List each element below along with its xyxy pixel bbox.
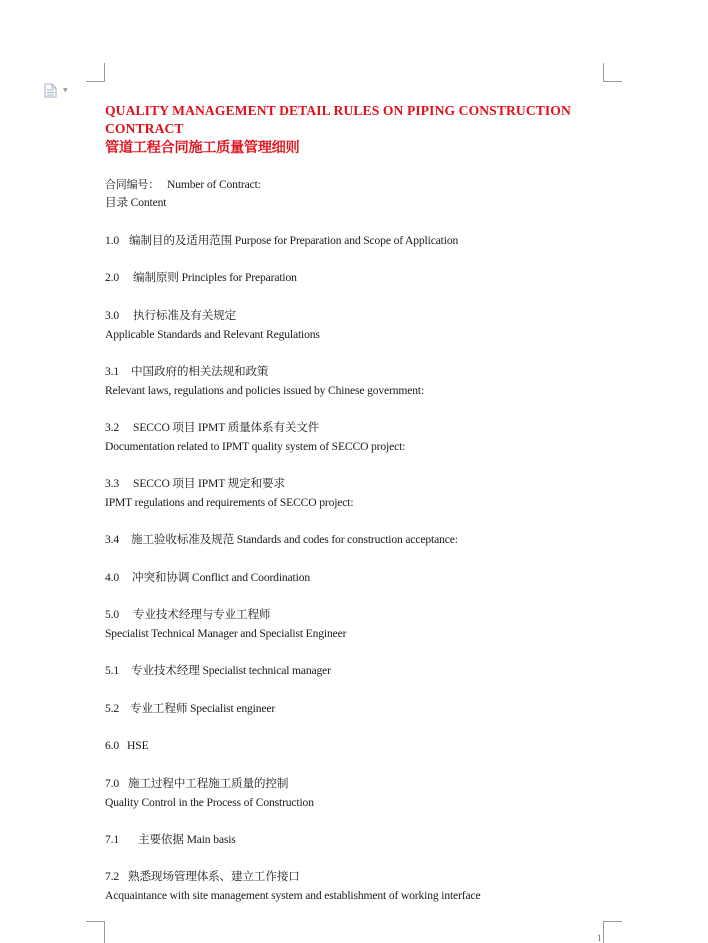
crop-mark-top-right [603,63,604,81]
toc-subtitle: Specialist Technical Manager and Specialist Engineer [105,627,347,640]
toc-number: 3.4 [105,533,120,546]
toc-title: 施工过程中工程施工质量的控制 [128,777,289,790]
document-icon[interactable] [44,83,57,103]
toc-number: 5.2 [105,702,120,715]
toc-title: 施工验收标准及规范 Standards and codes for construction acceptance: [131,533,458,546]
toc-item[interactable] [105,366,268,378]
toc-number: 5.1 [105,664,120,677]
crop-mark-top-left [86,81,105,82]
contract-number-line [105,179,261,191]
toc-item[interactable] [105,665,331,677]
toc-item[interactable] [105,778,288,790]
crop-mark-top-right [603,81,622,82]
contents-label: 目录 Content [105,196,167,209]
crop-mark-bottom-right [603,921,622,922]
toc-number: 1.0 [105,234,120,247]
toc-item[interactable] [105,422,319,434]
crop-mark-bottom-left [86,921,105,922]
toc-number: 5.0 [105,608,120,621]
toc-title: 专业技术经理 Specialist technical manager [131,664,331,677]
toc-title: 熟悉现场管理体系、建立工作接口 [128,870,300,883]
toc-item[interactable] [105,534,458,546]
toc-title: 编制目的及适用范围 Purpose for Preparation and Scope of Application [129,234,459,247]
toc-item[interactable] [105,703,275,715]
toc-number: 7.2 [105,870,120,883]
toc-title: 专业工程师 Specialist engineer [130,702,276,715]
toc-title: 编制原则 Principles for Preparation [133,271,297,284]
toc-number: 7.0 [105,777,120,790]
crop-mark-bottom-left [104,921,105,943]
toc-item[interactable] [105,572,310,584]
toc-item[interactable] [105,310,236,322]
toc-item[interactable] [105,740,149,752]
toc-subtitle: IPMT regulations and requirements of SECCO project: [105,496,354,509]
title-en-line1: QUALITY MANAGEMENT DETAIL RULES ON PIPING CONSTRUCTION [105,103,571,118]
toc-item[interactable] [105,272,297,284]
toc-subtitle: Relevant laws, regulations and policies issued by Chinese government: [105,384,425,397]
page-number: 1 [597,933,602,943]
toc-title: 主要依据 Main basis [138,833,236,846]
toc-subtitle: Documentation related to IPMT quality system of SECCO project: [105,440,406,453]
toc-item[interactable] [105,478,285,490]
toc-item[interactable] [105,235,458,247]
toc-title: 专业技术经理与专业工程师 [133,608,271,621]
toc-title: 中国政府的相关法规和政策 [131,365,269,378]
title-cn: 管道工程合同施工质量管理细则 [105,140,300,156]
toc-subtitle: Acquaintance with site management system and establishment of working interface [105,889,481,902]
toc-subtitle: Quality Control in the Process of Construction [105,796,314,809]
contract-label: 合同编号： [105,178,159,191]
toc-number: 3.1 [105,365,120,378]
contract-value: Number of Contract: [167,178,261,191]
toc-number: 3.3 [105,477,120,490]
toc-number: 7.1 [105,833,120,846]
toc-number: 3.2 [105,421,120,434]
toc-title: SECCO 项目 IPMT 质量体系有关文件 [133,421,320,434]
toc-title: SECCO 项目 IPMT 规定和要求 [133,477,285,490]
toc-subtitle: Applicable Standards and Relevant Regulations [105,328,320,341]
crop-mark-top-left [104,63,105,81]
toc-item[interactable] [105,871,300,883]
chevron-down-icon[interactable]: ▼ [63,87,68,94]
toc-title: HSE [127,739,149,752]
toc-title: 执行标准及有关规定 [133,309,237,322]
toc-item[interactable] [105,834,236,846]
toc-item[interactable] [105,609,270,621]
toc-number: 4.0 [105,571,120,584]
toc-number: 2.0 [105,271,120,284]
toc-number: 6.0 [105,739,120,752]
toc-number: 3.0 [105,309,120,322]
crop-mark-bottom-right [603,921,604,943]
toc-title: 冲突和协调 Conflict and Coordination [132,571,310,584]
title-en-line2: CONTRACT [105,121,184,136]
